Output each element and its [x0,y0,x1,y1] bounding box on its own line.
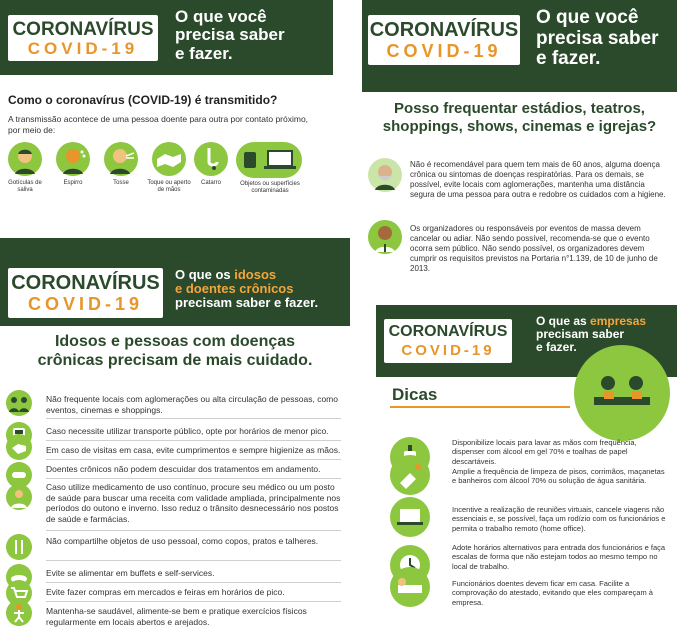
logo-title: CORONAVÍRUS [12,19,154,40]
panel-header [362,0,677,92]
header-line: precisam saber [536,326,625,341]
remote-work-icon [390,497,430,537]
organizer-icon [368,220,402,254]
title-line: shoppings, shows, cinemas e igrejas? [382,117,657,135]
nose-icon [194,142,228,176]
header-text [175,8,285,63]
intro-text: A transmissão acontece de uma pessoa doente para outra por contato próximo, por meio de: [8,114,309,135]
events-paragraph: Os organizadores ou responsáveis por eventos de massa devem cancelar ou adiar. Não sendo possível, recomenda-se que o evento ocorra sem público. Não sendo possível, os organizadores devem cumprir os requisitos previstos na Portaria n°1.139, de 10 de junho de 2013. [410,224,658,273]
logo-title: CORONAVÍRUS [369,19,519,41]
tip-text: Caso utilize medicamento de uso contínuo, procure seu médico ou um posto de saúde para buscar uma receita com validade ampliada, principalmente nos períodos do outono e inverno. Isso reduz o trânsito desnecessário nos postos de saúde e farmácias. [46,482,341,524]
events-paragraph: Não é recomendável para quem tem mais de 60 anos, alguma doença crônica ou sintomas de doenças respiratórias. Para os demais, se possível, evite locais com aglomerações, mantenha uma distância segura de uma pessoa para outra e redobre os cuidados com a higiene. [410,160,666,199]
divider [46,530,341,531]
tip-text: Não frequente locais com aglomerações ou alta circulação de pessoas, como eventos, cinemas e shoppings. [46,394,338,415]
header-line: O que você [175,7,267,26]
icon-label: Toque ou aperto de mãos [147,180,191,193]
header-line: precisam saber e fazer. [175,295,319,311]
icon-label: Gotículas de saliva [8,180,42,193]
icon-label: Catarro [200,180,221,186]
icon-label: Objetos ou superfícies contaminadas [240,181,300,194]
panel-header [0,0,333,75]
company-tip: Disponibilize locais para lavar as mãos com frequência, dispenser com álcool em gel 70% e toalhas de papel descartáveis. [452,438,637,466]
company-tip: Funcionários doentes devem ficar em casa. Facilite a comprovação do atestado, evitando que eles compareçam à empresa. [452,579,653,607]
panel-header [0,238,350,326]
divider [46,440,341,441]
divider [46,418,341,419]
title-line: Idosos e pessoas com doenças [54,333,296,350]
company-tip: Adote horários alternativos para entrada dos funcionários e faça escalas de forma que não estejam todos ao mesmo tempo no local de trabalho. [452,543,666,571]
wash-hands-icon [6,434,32,460]
logo-title: CORONAVÍRUS [388,323,508,340]
tip-text: Não compartilhe objetos de uso pessoal, como copos, pratos e talheres. [46,536,319,546]
logo [8,15,158,61]
sick-employee-icon [390,567,430,607]
doctor-icon [6,484,32,510]
company-tip: Amplie a frequência de limpeza de pisos, corrimãos, maçanetas e banheiros com álcool 70% ou solução de água sanitária. [452,467,665,486]
tip-text: Em caso de visitas em casa, evite cumprimentos e sempre higienize as mãos. [46,445,341,455]
header-highlight: empresas [590,314,647,328]
header-text [536,8,659,70]
title-line: crônicas precisam de mais cuidado. [37,352,313,370]
handshake-icon [152,142,186,176]
divider [46,560,341,561]
header-highlight: idosos [234,267,277,282]
dicas-title: Dicas [392,385,438,404]
panel-companies [376,305,677,610]
events-title [362,100,677,135]
cough-icon [104,142,138,176]
tip-text: Caso necessite utilizar transporte público, opte por horários de menor pico. [46,426,329,436]
logo [8,268,163,318]
panel-elderly [0,238,350,642]
face-icon [8,142,42,176]
panel-transmission [0,0,333,230]
logo-subtitle: COVID-19 [386,41,502,61]
header-line: precisa saber [536,27,659,49]
cutlery-icon [6,534,32,560]
crowd-icon [6,390,32,416]
header-line: precisa saber [175,25,285,45]
tip-text: Evite se alimentar em buffets e self-services. [46,568,215,578]
header-line: e fazer. [536,339,577,354]
divider [46,459,341,460]
logo [368,15,520,65]
header-line: O que você [536,7,639,28]
logo-subtitle: COVID-19 [27,39,139,58]
divider [46,582,341,583]
elderly-man-icon [368,158,402,192]
header-text [175,268,318,310]
question-title: Como o coronavírus (COVID-19) é transmitido? [8,93,278,107]
logo-subtitle: COVID-19 [27,294,144,314]
divider [46,601,341,602]
header-part: O que os [175,267,235,282]
tip-text: Evite fazer compras em mercados e feiras em horários de pico. [46,587,285,597]
divider [46,478,341,479]
logo-title: CORONAVÍRUS [11,272,160,294]
exercise-icon [6,600,32,626]
header-line: e fazer. [536,48,601,70]
elderly-title [0,332,350,370]
panel-events [362,0,677,285]
title-line: Posso frequentar estádios, teatros, [394,100,645,117]
logo-subtitle: COVID-19 [401,342,495,359]
cleaning-icon [390,455,430,495]
dicas-underline [390,406,570,408]
tip-text: Doentes crônicos não podem descuidar dos tratamentos em andamento. [46,464,321,474]
header-part: O que as [536,314,591,328]
objects-icon [236,142,302,178]
company-tip: Incentive a realização de reuniões virtuais, cancele viagens não essenciais e, se possível, faça um rodízio com os funcionários e permita o trabalho remoto (home office). [452,505,666,533]
sneeze-icon [56,142,90,176]
icon-label: Tosse [113,180,129,186]
office-illustration [574,345,670,441]
icon-label: Espirro [63,180,83,186]
header-highlight: e doentes crônicos [175,281,294,297]
header-line: e fazer. [175,43,233,63]
tip-text: Mantenha-se saudável, alimente-se bem e pratique exercícios físicos regularmente em locais abertos e arejados. [46,606,307,627]
logo [384,319,512,363]
